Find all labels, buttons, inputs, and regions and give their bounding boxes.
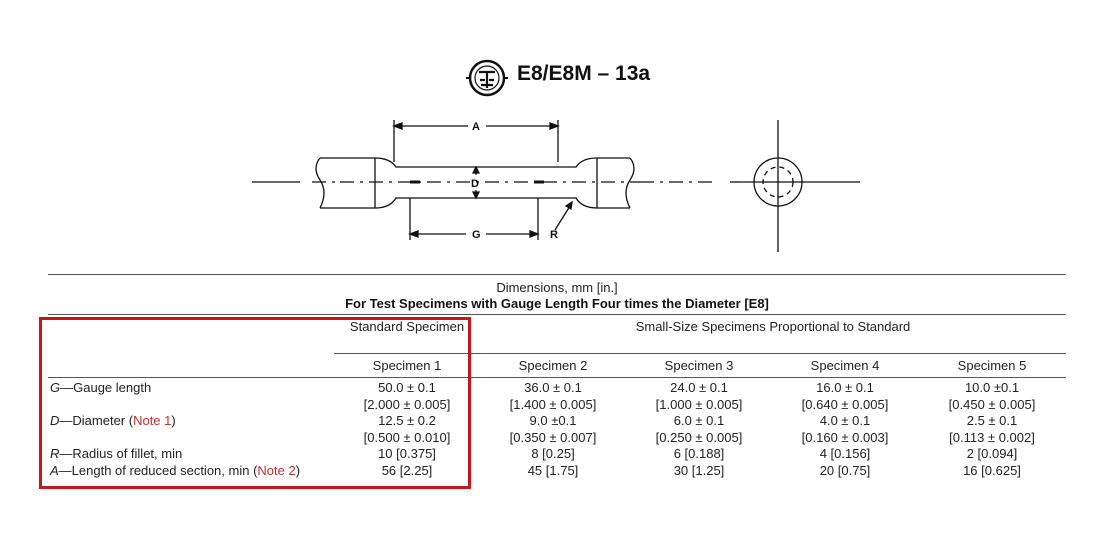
column-header-specimen-3: Specimen 3 [664,358,734,373]
table-cell: 50.0 ± 0.1 [378,380,436,395]
document-header [0,58,1108,98]
table-cell: 12.5 ± 0.2 [378,413,436,428]
note-2-link[interactable]: Note 2 [257,463,296,478]
column-header-specimen-4: Specimen 4 [810,358,880,373]
table-cell: 2.5 ± 0.1 [966,413,1018,428]
astm-logo-icon [465,58,509,98]
column-header-specimen-5: Specimen 5 [957,358,1027,373]
table-rule-caption [48,314,1066,315]
table-cell: 30 [1.25] [673,463,725,478]
table-cell: [0.250 ± 0.005] [655,430,743,445]
table-cell: 8 [0.25] [531,446,575,461]
table-cell: [0.640 ± 0.005] [801,397,889,412]
table-cell: 10.0 ±0.1 [964,380,1020,395]
label-a: A [472,121,480,133]
table-cell: [1.400 ± 0.005] [509,397,597,412]
table-cell: 4.0 ± 0.1 [819,413,871,428]
note-1-link[interactable]: Note 1 [133,413,172,428]
table-cell: 45 [1.75] [527,463,579,478]
table-cell: 56 [2.25] [381,463,433,478]
row-label-radius-of-fillet: R—Radius of fillet, min [50,446,183,461]
table-cell: [0.500 ± 0.010] [363,430,451,445]
table-cell: 4 [0.156] [819,446,871,461]
highlight-box [39,317,471,489]
label-d: D [471,178,479,190]
table-cell: 2 [0.094] [966,446,1018,461]
table-cell: 10 [0.375] [378,446,436,461]
specimen-drawing [240,112,880,262]
table-cell: [2.000 ± 0.005] [363,397,451,412]
row-label-diameter: D—Diameter (Note 1) [50,413,176,428]
column-header-specimen-2: Specimen 2 [518,358,588,373]
standard-specimen-header: Standard Specimen [349,319,465,334]
units-line: Dimensions, mm [in.] [496,280,618,295]
row-label-gauge-length: G—Gauge length [50,380,152,395]
table-cell: [1.000 ± 0.005] [655,397,743,412]
label-r: R [550,229,558,241]
table-cell: 16 [0.625] [963,463,1021,478]
table-cell: 9.0 ±0.1 [529,413,577,428]
column-header-specimen-1: Specimen 1 [372,358,442,373]
table-cell: [0.350 ± 0.007] [509,430,597,445]
document-title: E8/E8M – 13a [517,62,651,85]
table-cell: 6 [0.188] [673,446,725,461]
table-cell: [0.160 ± 0.003] [801,430,889,445]
table-cell: 6.0 ± 0.1 [673,413,725,428]
small-size-header: Small-Size Specimens Proportional to Standard [635,319,911,334]
row-label-reduced-section: A—Length of reduced section, min (Note 2) [50,463,301,478]
table-rule-top [48,274,1066,275]
table-caption: For Test Specimens with Gauge Length Four times the Diameter [E8] [345,296,769,311]
table-cell: 20 [0.75] [819,463,871,478]
table-cell: 16.0 ± 0.1 [816,380,874,395]
table-cell: 36.0 ± 0.1 [524,380,582,395]
label-g: G [472,229,481,241]
table-cell: 24.0 ± 0.1 [670,380,728,395]
table-cell: [0.450 ± 0.005] [948,397,1036,412]
table-cell: [0.113 ± 0.002] [949,430,1035,445]
